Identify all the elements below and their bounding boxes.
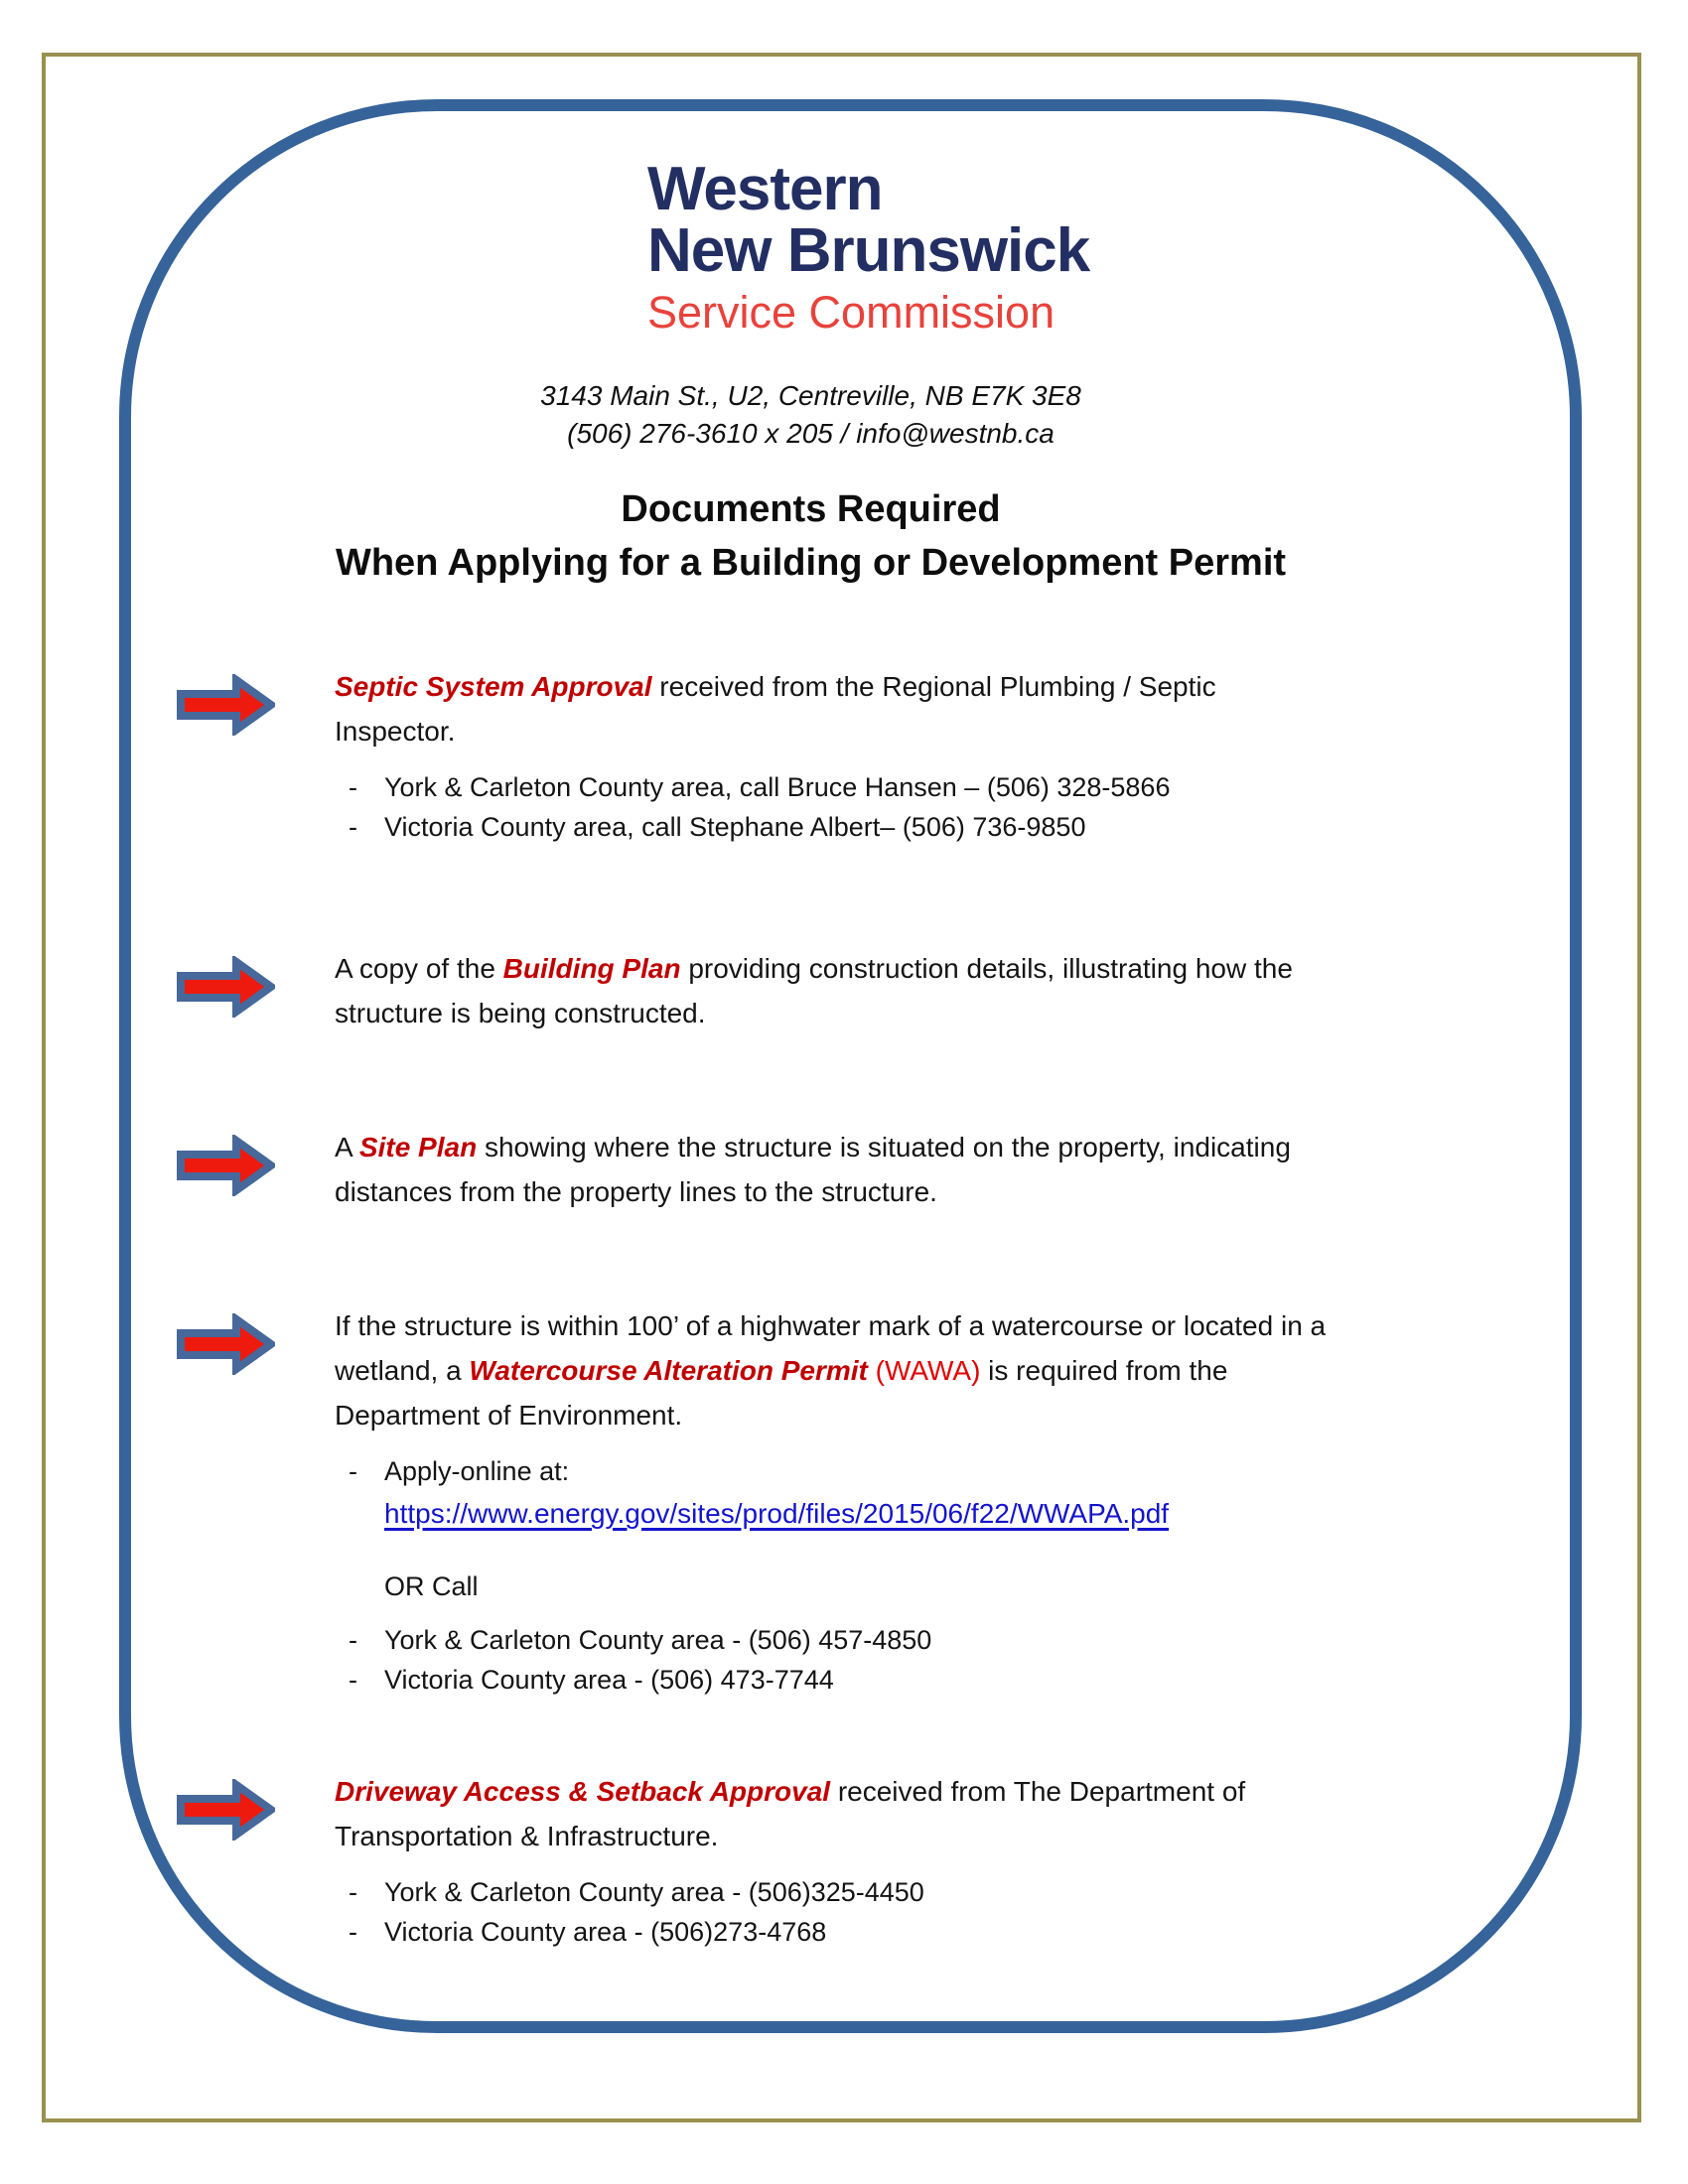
list-item: - Victoria County area, call Stephane Albert– (506) 736-9850 xyxy=(335,807,1490,847)
building-highlight: Building Plan xyxy=(502,953,681,984)
right-arrow-icon xyxy=(176,1779,275,1841)
list-item: - Victoria County area - (506)273-4768 xyxy=(335,1912,1490,1952)
driveway-paragraph: Driveway Access & Setback Approval received from The Department of Transportation & Infrastructure. xyxy=(335,1776,1246,1851)
section-building-plan xyxy=(131,946,1490,1035)
list-item: - York & Carleton County area - (506) 457-4850 xyxy=(335,1620,1490,1660)
wawa-abbreviation: (WAWA) xyxy=(867,1355,981,1386)
driveway-bullet-list xyxy=(335,1872,1490,1952)
site-highlight: Site Plan xyxy=(358,1132,478,1162)
wawa-link-row xyxy=(335,1491,1490,1537)
section-septic-body xyxy=(335,664,1490,847)
title-line2: When Applying for a Building or Development Permit xyxy=(335,542,1287,584)
org-logo xyxy=(647,155,1490,341)
list-item: - Apply-online at: xyxy=(335,1451,1490,1491)
watercourse-phone-list xyxy=(335,1620,1490,1700)
bullet-dash: - xyxy=(349,1917,357,1947)
section-watercourse-body xyxy=(335,1303,1490,1700)
wawa-permit-link[interactable]: https://www.energy.gov/sites/prod/files/2015/06/f22/WWAPA.pdf xyxy=(384,1498,1170,1529)
watercourse-paragraph: If the structure is within 100’ of a highwater mark of a watercourse or located in a wetland, a Watercourse Alteration Permit (WAWA) is required from the Department of Environment. xyxy=(335,1310,1327,1431)
driveway-highlight: Driveway Access & Setback Approval xyxy=(335,1776,831,1807)
list-item: - Victoria County area - (506) 473-7744 xyxy=(335,1660,1490,1700)
section-driveway-body xyxy=(335,1769,1490,1952)
section-site-plan xyxy=(131,1125,1490,1214)
list-item: - York & Carleton County area - (506)325-4450 xyxy=(335,1872,1490,1912)
spacer xyxy=(335,1537,1490,1567)
logo-line1: Western xyxy=(647,155,883,223)
right-arrow-icon xyxy=(176,674,275,736)
org-phone-email: (506) 276-3610 x 205 / info@westnb.ca xyxy=(567,418,1055,449)
document-title xyxy=(131,482,1490,590)
bullet-dash: - xyxy=(349,772,357,802)
or-call-label: OR Call xyxy=(384,1571,479,1601)
section-watercourse xyxy=(131,1303,1490,1700)
right-arrow-icon xyxy=(176,956,275,1018)
org-address: 3143 Main St., U2, Centreville, NB E7K 3E8 xyxy=(540,380,1081,411)
bullet-dash: - xyxy=(349,1665,357,1695)
septic-bullet-list xyxy=(335,767,1490,847)
contact-block xyxy=(131,377,1490,453)
bullet-dash: - xyxy=(349,1625,357,1655)
list-item: - York & Carleton County area, call Bruce Hansen – (506) 328-5866 xyxy=(335,767,1490,807)
watercourse-bullet-list xyxy=(335,1451,1490,1491)
watercourse-highlight: Watercourse Alteration Permit xyxy=(469,1355,868,1386)
section-building-body xyxy=(335,946,1490,1035)
section-septic xyxy=(131,664,1490,847)
logo-line2: New Brunswick xyxy=(647,216,1090,285)
septic-paragraph: Septic System Approval received from the Regional Plumbing / Septic Inspector. xyxy=(335,671,1216,747)
site-paragraph: A Site Plan showing where the structure is situated on the property, indicating distances from the property lines to the structure. xyxy=(335,1132,1291,1207)
septic-highlight: Septic System Approval xyxy=(335,671,652,702)
right-arrow-icon xyxy=(176,1313,275,1375)
bullet-dash: - xyxy=(349,812,357,842)
section-driveway xyxy=(131,1769,1490,1952)
inner-rounded-frame xyxy=(119,99,1582,2033)
right-arrow-icon xyxy=(176,1135,275,1196)
title-line1: Documents Required xyxy=(621,488,1001,530)
section-site-body xyxy=(335,1125,1490,1214)
bullet-dash: - xyxy=(349,1456,357,1486)
building-paragraph: A copy of the Building Plan providing construction details, illustrating how the structure is being constructed. xyxy=(335,953,1293,1028)
bullet-dash: - xyxy=(349,1877,357,1907)
logo-subtitle: Service Commission xyxy=(647,287,1055,338)
